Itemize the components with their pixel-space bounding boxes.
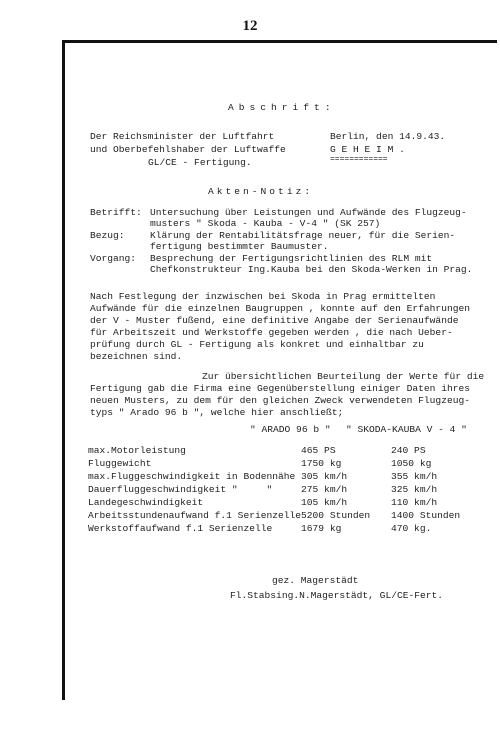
column-header-skoda: " SKODA-KAUBA V - 4 "	[346, 424, 467, 435]
paragraph-1-line: prüfung durch GL - Fertigung als konkret und einhaltbar zu	[90, 339, 424, 350]
place-date: Berlin, den 14.9.43.	[330, 131, 446, 142]
betrifft-line-2: musters " Skoda - Kauba - V-4 " (SK 257)	[150, 218, 381, 229]
table-row	[88, 457, 481, 470]
comparison-table	[88, 444, 481, 535]
vorgang-line-1: Besprechung der Fertigungsrichtlinien des RLM mit	[150, 253, 433, 264]
table-row	[88, 509, 481, 522]
signature-line-1: gez. Magerstädt	[272, 575, 359, 586]
classification: G E H E I M .	[330, 144, 405, 155]
arado-value: 305 km/h	[301, 471, 348, 482]
table-row	[88, 522, 481, 535]
paragraph-1-line: der V - Muster fußend, eine definitive Angabe der Serienaufwände	[90, 315, 459, 326]
skoda-value: 355 km/h	[391, 471, 438, 482]
column-header-arado: " ARADO 96 b "	[250, 424, 331, 435]
page-number: 12	[242, 18, 258, 34]
skoda-value: 470 kg.	[391, 523, 432, 534]
row-label: max.Fluggeschwindigkeit in Bodennähe	[88, 471, 296, 482]
arado-value: 465 PS	[301, 445, 336, 456]
doc-title: Akten-Notiz:	[208, 186, 314, 197]
row-label: Arbeitsstundenaufwand f.1 Serienzelle	[88, 510, 302, 521]
row-label: Dauerfluggeschwindigkeit " "	[88, 484, 273, 495]
sender-line-1: Der Reichsminister der Luftfahrt	[90, 131, 275, 142]
signature-line-2: Fl.Stabsing.N.Magerstädt, GL/CE-Fert.	[230, 590, 444, 601]
skoda-value: 1400 Stunden	[391, 510, 461, 521]
sender-line-3: GL/CE - Fertigung.	[148, 157, 252, 168]
heading-abschrift: Abschrift:	[228, 102, 336, 113]
bezug-label: Bezug:	[90, 230, 125, 241]
paragraph-2	[90, 371, 485, 419]
paragraph-1-line: Nach Festlegung der inzwischen bei Skoda in Prag ermittelten	[90, 291, 436, 302]
paragraph-2-line: Fertigung gab die Firma eine Gegenüberstellung einiger Daten ihres	[90, 383, 470, 394]
skoda-value: 110 km/h	[391, 497, 438, 508]
skoda-value: 325 km/h	[391, 484, 438, 495]
table-row	[88, 470, 481, 483]
table-row	[88, 496, 481, 509]
paragraph-1-line: Aufwände für die einzelnen Baugruppen , konnte auf den Erfahrungen	[90, 303, 470, 314]
row-label: Werkstoffaufwand f.1 Serienzelle	[88, 523, 273, 534]
betrifft-label: Betrifft:	[90, 207, 142, 218]
classification-underline: ============	[330, 155, 388, 164]
table-row	[88, 444, 481, 457]
arado-value: 275 km/h	[301, 484, 348, 495]
skoda-value: 1050 kg	[391, 458, 432, 469]
paragraph-1-line: bezeichnen sind.	[90, 351, 183, 362]
row-label: max.Motorleistung	[88, 445, 186, 456]
paragraph-1-line: für Arbeitszeit und Werkstoffe gegeben werden , die nach Ueber-	[90, 327, 453, 338]
betrifft-line-1: Untersuchung über Leistungen und Aufwände des Flugzeug-	[150, 207, 467, 218]
paragraph-2-line: typs " Arado 96 b ", welche hier anschließt;	[90, 407, 344, 418]
table-row	[88, 483, 481, 496]
row-label: Fluggewicht	[88, 458, 152, 469]
arado-value: 1750 kg	[301, 458, 342, 469]
arado-value: 1679 kg	[301, 523, 342, 534]
row-label: Landegeschwindigkeit	[88, 497, 204, 508]
paragraph-1	[90, 291, 480, 363]
paragraph-2-line: neuen Musters, zu dem für den gleichen Zweck verwendeten Flugzeug-	[90, 395, 470, 406]
paragraph-2-line: Zur übersichtlichen Beurteilung der Werte für die	[202, 371, 485, 382]
skoda-value: 240 PS	[391, 445, 426, 456]
bezug-line-2: fertigung bestimmter Baumuster.	[150, 241, 329, 252]
bezug-line-1: Klärung der Rentabilitätsfrage neuer, für die Serien-	[150, 230, 456, 241]
sender-line-2: und Oberbefehlshaber der Luftwaffe	[90, 144, 286, 155]
arado-value: 105 km/h	[301, 497, 348, 508]
arado-value: 5200 Stunden	[301, 510, 371, 521]
vorgang-label: Vorgang:	[90, 253, 137, 264]
vorgang-line-2: Chefkonstrukteur Ing.Kauba bei den Skoda-Werken in Prag.	[150, 264, 473, 275]
